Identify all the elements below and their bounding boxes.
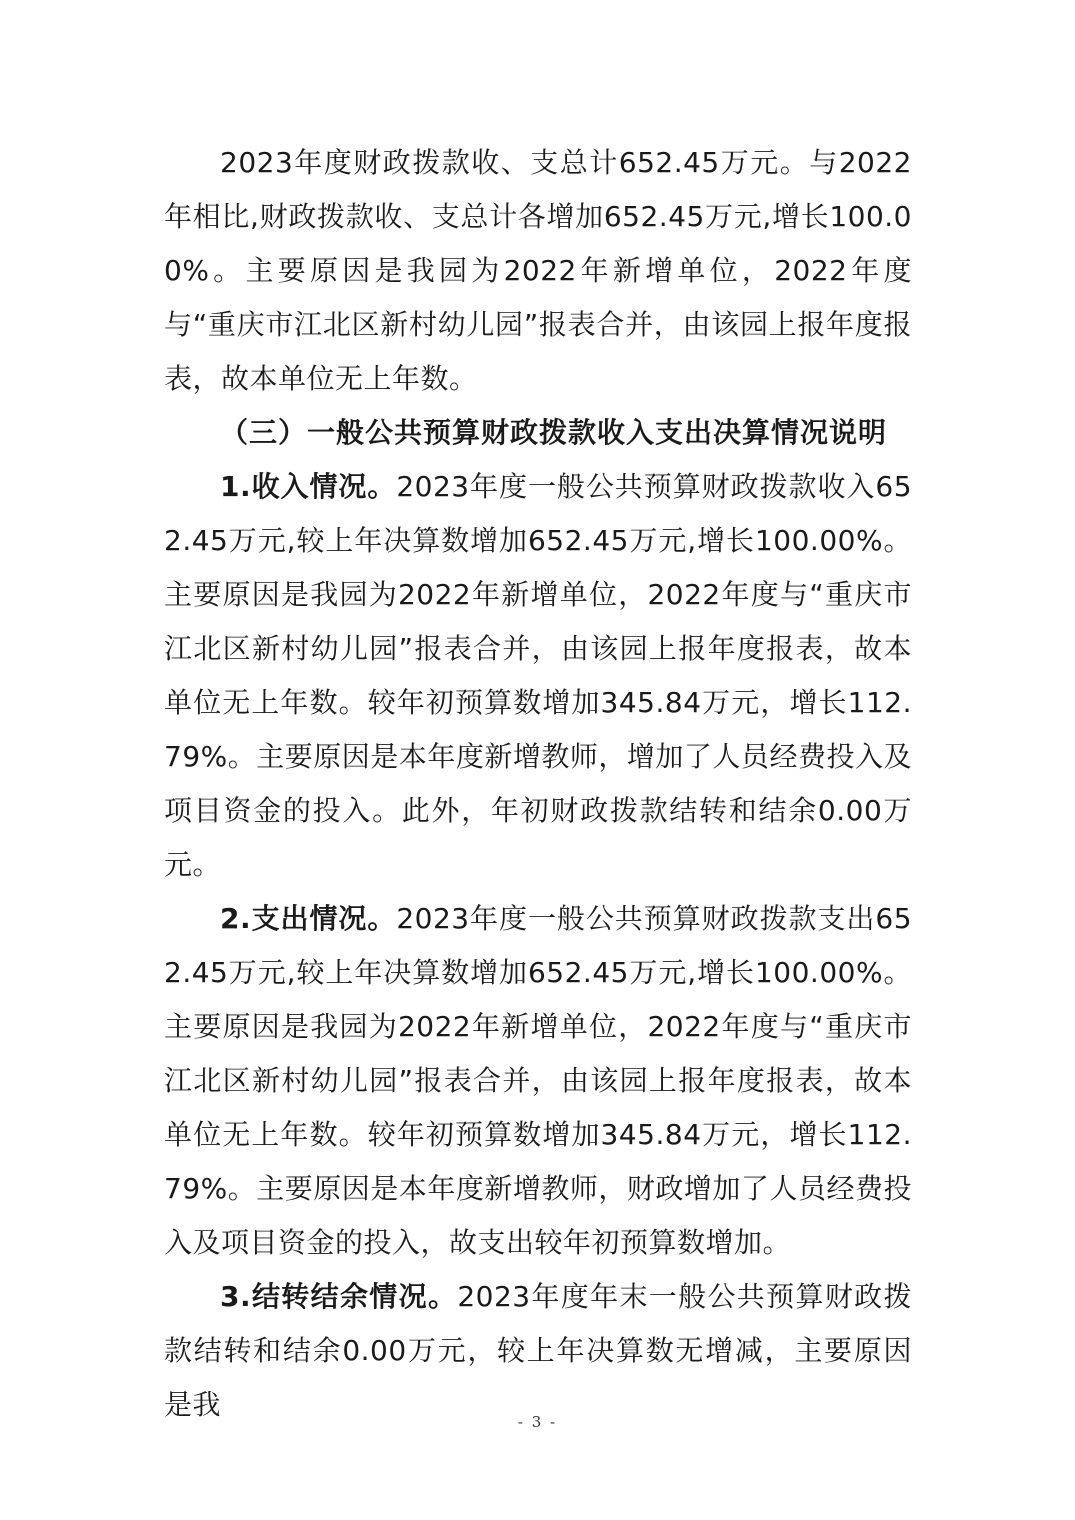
carryover-body: 2023年度年末一般公共预算财政拨款结转和结余0.00万元，较上年决算数无增减，主要原因是我 xyxy=(164,1280,913,1421)
section-heading: （三）一般公共预算财政拨款收入支出决算情况说明 xyxy=(220,416,888,449)
paragraph-expenditure xyxy=(164,892,912,1270)
expenditure-body: 2023年度一般公共预算财政拨款支出652.45万元,较上年决算数增加652.45万元,增长100.00%。主要原因是我园为2022年新增单位，2022年度与“重庆市江北区新村幼儿园”报表合并，由该园上报年度报表，故本单位无上年数。较年初预算数增加345.84万元，增长112.79%。主要原因是本年度新增教师，财政增加了人员经费投入及项目资金的投入，故支出较年初预算数增加。 xyxy=(164,902,913,1259)
expenditure-lead: 2.支出情况。 xyxy=(220,902,397,935)
income-lead: 1.收入情况。 xyxy=(220,470,397,503)
paragraph-carryover xyxy=(164,1270,912,1432)
income-body: 2023年度一般公共预算财政拨款收入652.45万元,较上年决算数增加652.45万元,增长100.00%。主要原因是我园为2022年新增单位，2022年度与“重庆市江北区新村幼儿园”报表合并，由该园上报年度报表，故本单位无上年数。较年初预算数增加345.84万元，增长112.79%。主要原因是本年度新增教师，增加了人员经费投入及项目资金的投入。此外，年初财政拨款结转和结余0.00万元。 xyxy=(164,470,913,881)
paragraph-total-summary: 2023年度财政拨款收、支总计652.45万元。与2022年相比,财政拨款收、支总计各增加652.45万元,增长100.00%。主要原因是我园为2022年新增单位，2022年度与“重庆市江北区新村幼儿园”报表合并，由该园上报年度报表，故本单位无上年数。 xyxy=(164,146,912,395)
carryover-lead: 3.结转结余情况。 xyxy=(220,1280,458,1313)
page-number: - 3 - xyxy=(517,1413,558,1431)
document-page xyxy=(164,136,912,1432)
paragraph-income xyxy=(164,460,912,892)
